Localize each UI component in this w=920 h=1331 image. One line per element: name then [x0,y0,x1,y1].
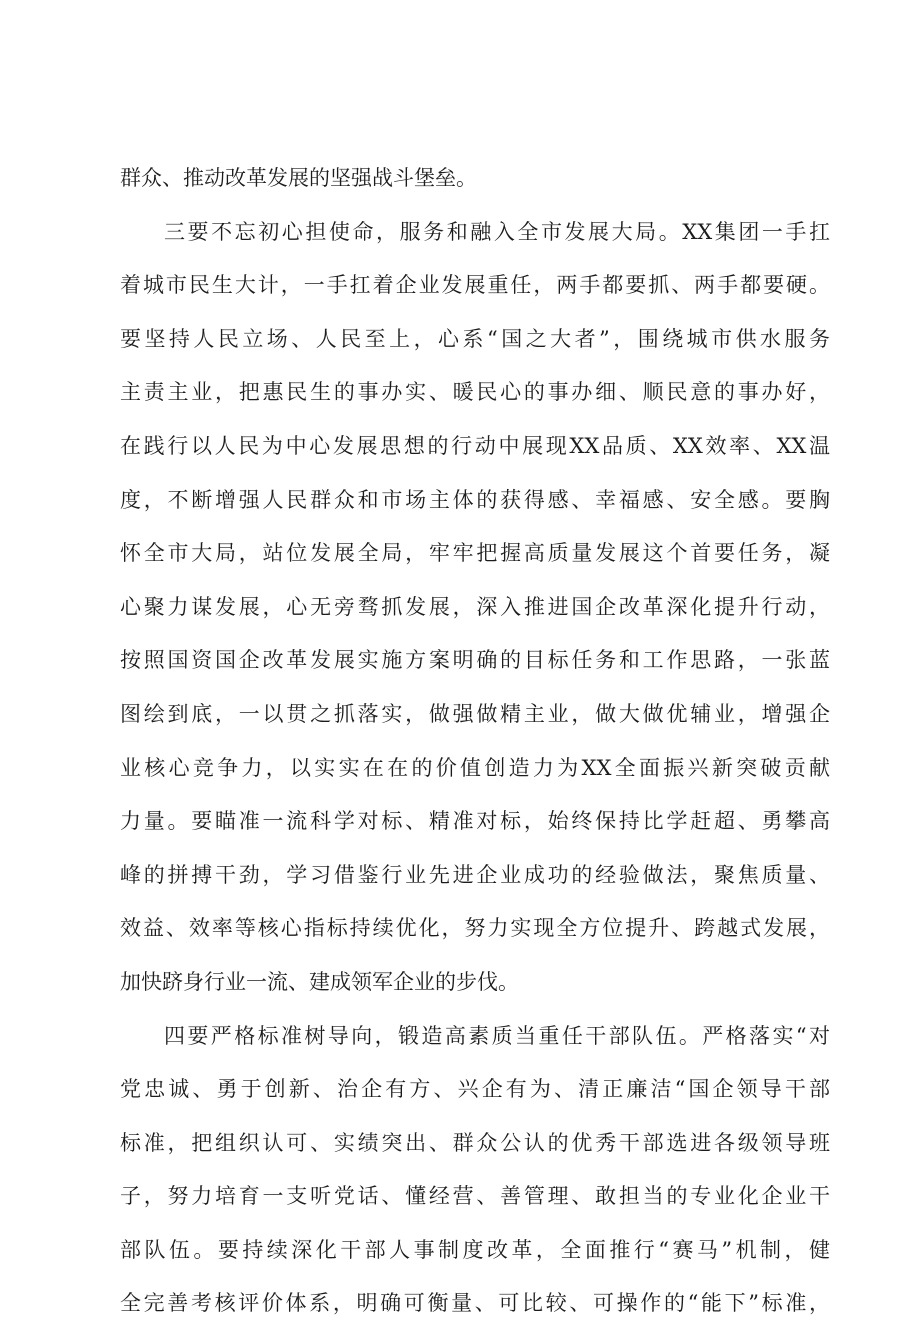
text-line: 全完善考核评价体系，明确可衡量、可比较、可操作的“能下”标准， [120,1291,830,1316]
text-line: 按照国资国企改革发展实施方案明确的目标任务和工作思路，一张蓝 [120,648,830,673]
text-line: 要坚持人民立场、人民至上，心系“国之大者”，围绕城市供水服务 [120,326,830,351]
text-line: 度，不断增强人民群众和市场主体的获得感、幸福感、安全感。要胸 [120,487,830,512]
text-line: 部队伍。要持续深化干部人事制度改革，全面推行“赛马”机制，健 [120,1237,830,1262]
text-line: 在践行以人民为中心发展思想的行动中展现XX品质、XX效率、XX温 [120,433,830,458]
text-line: 群众、推动改革发展的坚强战斗堡垒。 [120,166,477,190]
text-line: 效益、效率等核心指标持续优化，努力实现全方位提升、跨越式发展， [120,916,830,941]
text-line: 峰的拼搏干劲，学习借鉴行业先进企业成功的经验做法，聚焦质量、 [120,862,830,887]
text-line: 主责主业，把惠民生的事办实、暖民心的事办细、顺民意的事办好， [120,380,830,405]
text-line: 力量。要瞄准一流科学对标、精准对标，始终保持比学赶超、勇攀高 [120,809,830,834]
text-line: 加快跻身行业一流、建成领军企业的步伐。 [120,969,519,994]
text-line: 子，努力培育一支听党话、懂经营、善管理、敢担当的专业化企业干 [120,1184,830,1209]
text-line: 着城市民生大计，一手扛着企业发展重任，两手都要抓、两手都要硬。 [120,273,830,298]
text-line: 标准，把组织认可、实绩突出、群众公认的优秀干部选进各级领导班 [120,1130,830,1155]
text-line: 党忠诚、勇于创新、治企有方、兴企有为、清正廉洁“国企领导干部 [120,1077,830,1102]
text-line: 怀全市大局，站位发展全局，牢牢把握高质量发展这个首要任务，凝 [120,541,830,566]
text-line: 图绘到底，一以贯之抓落实，做强做精主业，做大做优辅业，增强企 [120,701,830,726]
paragraph-first-line: 三要不忘初心担使命，服务和融入全市发展大局。XX集团一手扛 [164,219,830,244]
text-line: 业核心竞争力，以实实在在的价值创造力为XX全面振兴新突破贡献 [120,755,830,780]
text-line: 心聚力谋发展，心无旁骛抓发展，深入推进国企改革深化提升行动， [120,594,830,619]
document-body [120,152,830,1331]
paragraph-first-line: 四要严格标准树导向，锻造高素质当重任干部队伍。严格落实“对 [164,1023,830,1048]
